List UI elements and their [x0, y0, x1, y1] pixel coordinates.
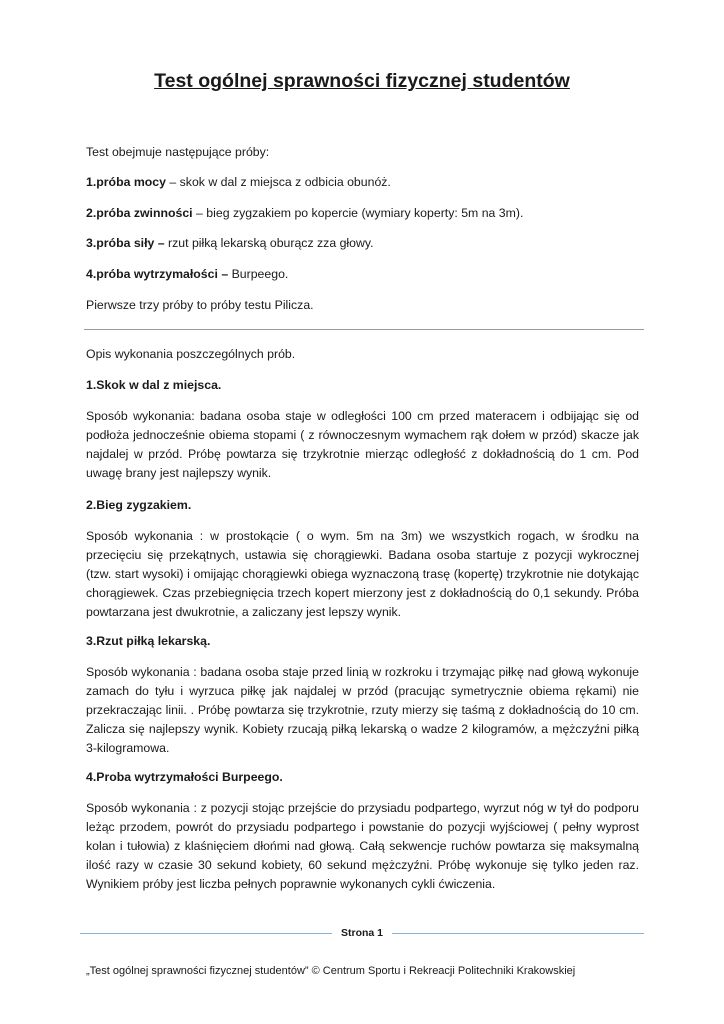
trial-name: 3.próba siły – — [86, 236, 165, 250]
trial-item-3 — [86, 234, 639, 253]
section-heading-3: 3.Rzut piłką lekarską. — [86, 634, 211, 648]
trial-name: 1.próba mocy — [86, 175, 166, 189]
section-text-3: Sposób wykonania : badana osoba staje przed linią w rozkroku i trzymając piłkę nad głową wykonuje zamach do tyłu i wyrzuca piłkę jak najdalej w przód (pracując symetrycznie obiema rękami) nie przekraczając linii. . Próbę powtarza się trzykrotnie, rzuty mierzy się taśmą z dokładnością do 10 cm. Zalicza się najlepszy wynik. Kobiety rzucają piłką lekarską o wadze 2 kilogramów, a mężczyźni piłką 3-kilogramowa. — [86, 665, 639, 755]
trial-desc: Burpeego. — [231, 267, 289, 281]
footer-rule-left — [80, 933, 332, 934]
trial-item-1 — [86, 173, 639, 192]
trial-desc: skok w dal z miejsca z odbicia obunóż. — [179, 175, 391, 189]
note-text: Pierwsze trzy próby to próby testu Pilicza. — [86, 298, 314, 312]
footer-text: „Test ogólnej sprawności fizycznej studentów” © Centrum Sportu i Rekreacji Politechniki Krakowskiej — [86, 965, 576, 977]
trial-name: 2.próba zwinności — [86, 206, 193, 220]
trial-separator: – — [192, 206, 207, 220]
section-text-2: Sposób wykonania : w prostokącie ( o wym. 5m na 3m) we wszystkich rogach, w środku na przecięciu się przekątnych, ustawia się chorągiewki. Badana osoba startuje z pozycji wykrocznej (tzw. start wysoki) i omijając chorągiewki obiega wyznaczoną trasę (kopertę) trzykrotnie nie dotykając chorągiewek. Czas przebiegnięcia trzech kopert mierzony jest z dokładnością do 0,1 sekundy. Próba powtarzana jest dwukrotnie, a zaliczany jest lepszy wynik. — [86, 529, 639, 619]
section-text-4: Sposób wykonania : z pozycji stojąc przejście do przysiadu podpartego, wyrzut nóg w tył do podporu leżąc przodem, powrót do przysiadu podpartego i powstanie do pozycji wyjściowej ( pełny wyprost kolan i tułowia) z klaśnięciem dłońmi nad głową. Całą sekwencje ruchów powtarza się maksymalną ilość razy w czasie 30 sekund kobiety, 60 sekund mężczyźni. Próbę wykonuje się tylko jeden raz. Wynikiem próby jest liczba pełnych poprawnie wykonanych cykli ćwiczenia. — [86, 801, 639, 891]
trial-desc: bieg zygzakiem po kopercie (wymiary koperty: 5m na 3m). — [206, 206, 524, 220]
trial-item-4 — [86, 265, 639, 284]
document-title: Test ogólnej sprawności fizycznej studentów — [154, 70, 570, 92]
section-heading-2: 2.Bieg zygzakiem. — [86, 498, 192, 512]
footer-rule-right — [392, 933, 644, 934]
intro-text: Test obejmuje następujące próby: — [86, 145, 270, 159]
trial-desc: rzut piłką lekarską oburącz zza głowy. — [168, 236, 374, 250]
description-intro: Opis wykonania poszczególnych prób. — [86, 347, 296, 361]
page-number: Strona 1 — [340, 927, 383, 939]
trial-item-2 — [86, 204, 639, 223]
section-heading-1: 1.Skok w dal z miejsca. — [86, 378, 222, 392]
trial-name: 4.próba wytrzymałości – — [86, 267, 229, 281]
section-heading-4: 4.Proba wytrzymałości Burpeego. — [86, 770, 283, 784]
section-text-1: Sposób wykonania: badana osoba staje w odległości 100 cm przed materacem i odbijając się od podłoża jednocześnie obiema stopami ( z równoczesnym wymachem rąk dołem w przód) skacze jak najdalej w przód. Próbę powtarza się trzykrotnie mierząc odległość z dokładnością do 1 cm. Pod uwagę brany jest najlepszy wynik. — [86, 409, 639, 480]
section-divider — [84, 329, 644, 330]
trial-separator: – — [165, 175, 180, 189]
